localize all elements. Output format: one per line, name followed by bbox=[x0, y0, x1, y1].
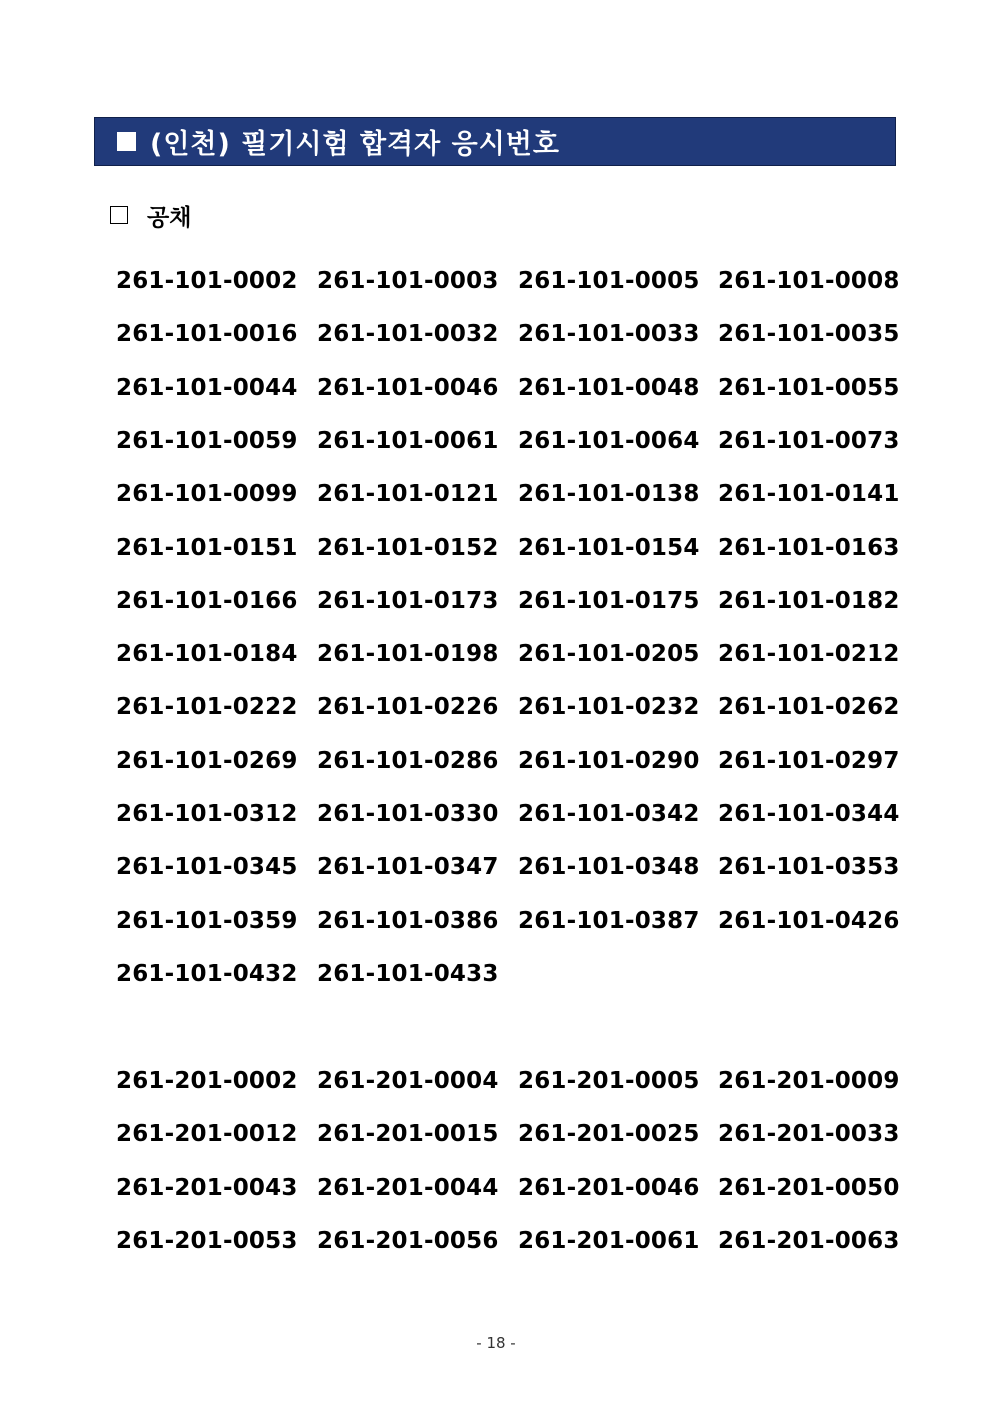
exam-number: 261-101-0226 bbox=[317, 694, 499, 720]
exam-number: 261-201-0053 bbox=[116, 1228, 298, 1254]
exam-number: 261-101-0297 bbox=[718, 748, 900, 774]
exam-number: 261-201-0002 bbox=[116, 1068, 298, 1094]
exam-number: 261-101-0035 bbox=[718, 321, 900, 347]
exam-number: 261-201-0043 bbox=[116, 1175, 298, 1201]
exam-number: 261-201-0004 bbox=[317, 1068, 499, 1094]
exam-number: 261-201-0056 bbox=[317, 1228, 499, 1254]
exam-number: 261-101-0032 bbox=[317, 321, 499, 347]
exam-number: 261-101-0205 bbox=[518, 641, 700, 667]
exam-number: 261-201-0009 bbox=[718, 1068, 900, 1094]
exam-number: 261-101-0330 bbox=[317, 801, 499, 827]
exam-number: 261-101-0073 bbox=[718, 428, 900, 454]
exam-number: 261-101-0344 bbox=[718, 801, 900, 827]
exam-number: 261-101-0359 bbox=[116, 908, 298, 934]
exam-number: 261-101-0005 bbox=[518, 268, 700, 294]
exam-number: 261-101-0342 bbox=[518, 801, 700, 827]
exam-number: 261-101-0386 bbox=[317, 908, 499, 934]
exam-number: 261-101-0099 bbox=[116, 481, 298, 507]
exam-number: 261-101-0152 bbox=[317, 535, 499, 561]
exam-number: 261-101-0353 bbox=[718, 854, 900, 880]
exam-number: 261-201-0050 bbox=[718, 1175, 900, 1201]
exam-number: 261-101-0048 bbox=[518, 375, 700, 401]
exam-number: 261-101-0173 bbox=[317, 588, 499, 614]
exam-number: 261-101-0046 bbox=[317, 375, 499, 401]
exam-number: 261-101-0432 bbox=[116, 961, 298, 987]
exam-number: 261-101-0198 bbox=[317, 641, 499, 667]
exam-number: 261-101-0269 bbox=[116, 748, 298, 774]
exam-number: 261-101-0347 bbox=[317, 854, 499, 880]
exam-number: 261-101-0141 bbox=[718, 481, 900, 507]
exam-number: 261-101-0008 bbox=[718, 268, 900, 294]
exam-number: 261-201-0033 bbox=[718, 1121, 900, 1147]
exam-number: 261-101-0290 bbox=[518, 748, 700, 774]
exam-number: 261-101-0232 bbox=[518, 694, 700, 720]
exam-number: 261-201-0061 bbox=[518, 1228, 700, 1254]
exam-number: 261-201-0012 bbox=[116, 1121, 298, 1147]
exam-number: 261-101-0348 bbox=[518, 854, 700, 880]
exam-number: 261-101-0345 bbox=[116, 854, 298, 880]
exam-number: 261-101-0044 bbox=[116, 375, 298, 401]
exam-number: 261-101-0387 bbox=[518, 908, 700, 934]
exam-number: 261-201-0063 bbox=[718, 1228, 900, 1254]
page-title: (인천) 필기시험 합격자 응시번호 bbox=[150, 129, 560, 160]
exam-number: 261-101-0061 bbox=[317, 428, 499, 454]
exam-number: 261-101-0433 bbox=[317, 961, 499, 987]
exam-number: 261-101-0121 bbox=[317, 481, 499, 507]
exam-number: 261-101-0151 bbox=[116, 535, 298, 561]
exam-number: 261-101-0175 bbox=[518, 588, 700, 614]
exam-number: 261-201-0025 bbox=[518, 1121, 700, 1147]
exam-number: 261-201-0005 bbox=[518, 1068, 700, 1094]
exam-number: 261-101-0184 bbox=[116, 641, 298, 667]
exam-number: 261-101-0138 bbox=[518, 481, 700, 507]
exam-number: 261-101-0003 bbox=[317, 268, 499, 294]
exam-number: 261-101-0163 bbox=[718, 535, 900, 561]
exam-number: 261-101-0154 bbox=[518, 535, 700, 561]
exam-number: 261-201-0044 bbox=[317, 1175, 499, 1201]
exam-number: 261-101-0002 bbox=[116, 268, 298, 294]
exam-number: 261-101-0016 bbox=[116, 321, 298, 347]
exam-number: 261-201-0015 bbox=[317, 1121, 499, 1147]
exam-number: 261-101-0059 bbox=[116, 428, 298, 454]
exam-number: 261-201-0046 bbox=[518, 1175, 700, 1201]
page-number: - 18 - bbox=[476, 1334, 516, 1352]
exam-number: 261-101-0182 bbox=[718, 588, 900, 614]
exam-number: 261-101-0166 bbox=[116, 588, 298, 614]
exam-number: 261-101-0312 bbox=[116, 801, 298, 827]
exam-number: 261-101-0286 bbox=[317, 748, 499, 774]
section-label: 공채 bbox=[147, 204, 192, 231]
exam-number: 261-101-0222 bbox=[116, 694, 298, 720]
exam-number: 261-101-0055 bbox=[718, 375, 900, 401]
exam-number: 261-101-0212 bbox=[718, 641, 900, 667]
exam-number: 261-101-0426 bbox=[718, 908, 900, 934]
exam-number: 261-101-0262 bbox=[718, 694, 900, 720]
exam-number: 261-101-0064 bbox=[518, 428, 700, 454]
exam-number: 261-101-0033 bbox=[518, 321, 700, 347]
